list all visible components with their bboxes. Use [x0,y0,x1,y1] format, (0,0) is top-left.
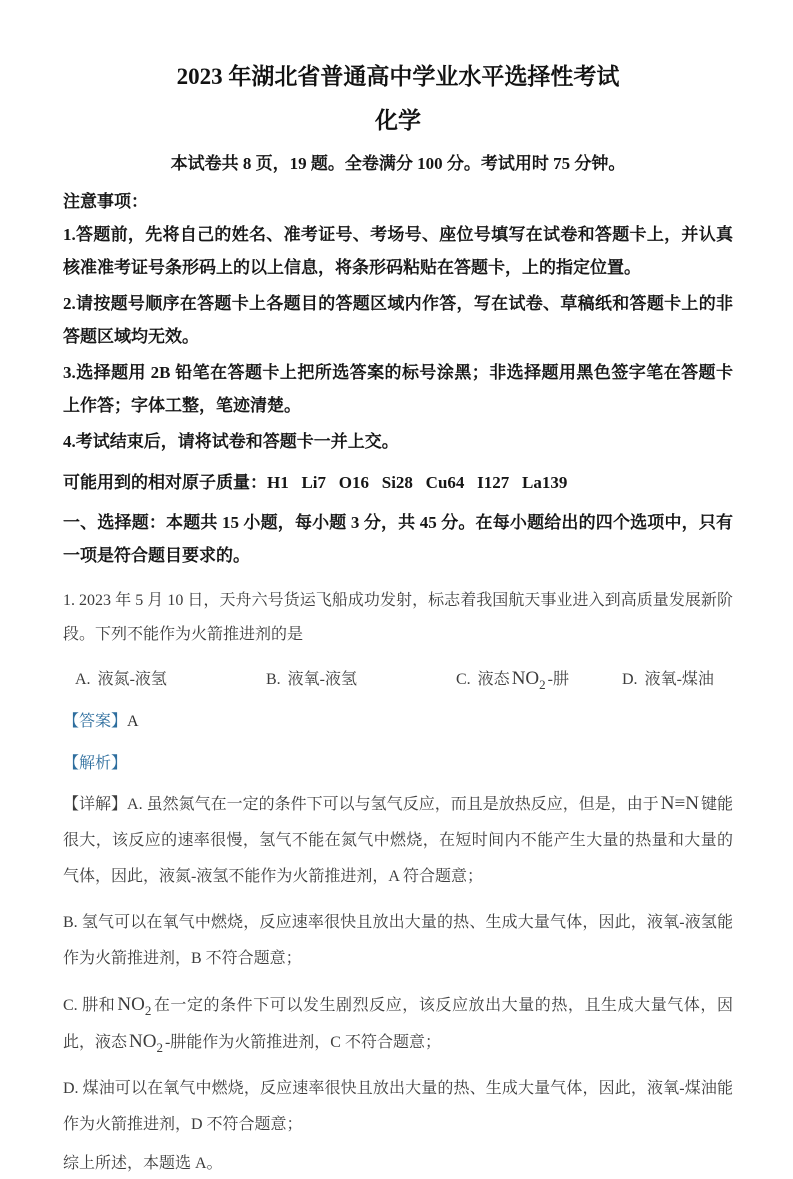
exam-info-line: 本试卷共 8 页，19 题。全卷满分 100 分。考试用时 75 分钟。 [170,154,626,173]
option-c-formula-sub: 2 [539,676,546,692]
option-b [266,666,456,689]
detail-paragraph-d: D. 煤油可以在氧气中燃烧，反应速率很快且放出大量的热、生成大量气体，因此，液氧-煤油能作为火箭推进剂，D 不符合题意； [63,1080,733,1133]
question-1-options [63,666,733,690]
option-c-text-pre: 液态 [477,671,510,688]
detail-c-formula2-base: NO [129,1031,157,1052]
detail-a-seg2: 键能很大，该反应的速率很慢，氢气不能在氮气中燃烧，在短时间内不能产生大量的热量和大量的气体，因此，液氮-液氢不能作为火箭推进剂，A 符合题意； [63,796,733,885]
notice-item-3: 3.选择题用 2B 铅笔在答题卡上把所选答案的标号涂黑；非选择题用黑色签字笔在答题卡上作答；字体工整，笔迹清楚。 [63,363,733,415]
answer-line [63,710,733,734]
atomic-masses-line: 可能用到的相对原子质量：H1 Li7 O16 Si28 Cu64 I127 La139 [63,473,568,492]
option-d-text: 液氧-煤油 [644,671,714,688]
detail-a-seg1: 【详解】A. 虽然氮气在一定的条件下可以与氢气反应，而且是放热反应，但是，由于 [63,796,659,813]
analysis-label [63,752,733,776]
detail-c-formula1-base: NO [117,994,145,1015]
notice-item-2: 2.请按题号顺序在答题卡上各题目的答题区域内作答，写在试卷、草稿纸和答题卡上的非答题区域均无效。 [63,294,733,346]
option-c [456,666,622,690]
option-d-label: D. [622,671,638,688]
option-c-formula-base: NO [511,668,540,689]
option-b-text: 液氧-液氢 [287,671,358,688]
detail-a-formula-n-triple-bond: N≡N [660,793,699,814]
notice-heading: 注意事项： [63,192,148,211]
detail-c-formula-no2-1 [115,994,153,1018]
option-d [622,666,733,689]
option-a-text: 液氮-液氢 [97,671,167,688]
detail-c-formula1-sub: 2 [144,1002,152,1018]
option-a-label: A. [75,671,91,688]
detail-c-seg1: C. 肼和 [63,997,116,1014]
exam-subject: 化学 [375,108,421,133]
option-a [75,666,266,689]
exam-title: 2023 年湖北省普通高中学业水平选择性考试 [176,64,620,89]
detail-c-formula2-sub: 2 [156,1039,163,1055]
option-b-label: B. [266,671,281,688]
detail-paragraph-c [63,987,733,1061]
answer-label: 【答案】 [63,713,128,730]
detail-paragraph-a [63,786,733,895]
detail-c-seg3: -肼能作为火箭推进剂，C 不符合题意； [164,1034,441,1051]
option-c-label: C. [456,671,471,688]
section-heading: 一、选择题：本题共 15 小题，每小题 3 分，共 45 分。在每小题给出的四个选项中，只有一项是符合题目要求的。 [63,513,733,565]
question-1-stem: 1. 2023 年 5 月 10 日，天舟六号货运飞船成功发射，标志着我国航天事业进入到高质量发展新阶段。下列不能作为火箭推进剂的是 [63,592,733,643]
option-c-formula-no2 [510,668,548,692]
answer-value: A [127,713,139,730]
notice-item-1: 1.答题前，先将自己的姓名、准考证号、考场号、座位号填写在试卷和答题卡上，并认真核准准考证号条形码上的以上信息，将条形码粘贴在答题卡，上的指定位置。 [63,225,733,277]
detail-c-seg2: 在一定的条件下可以发生剧烈反应，该反应放出大量的热，且生成大量气体，因此，液态 [63,997,733,1051]
conclusion-line: 综上所述，本题选 A。 [63,1155,223,1172]
analysis-label-text: 【解析】 [63,755,128,772]
detail-paragraph-b: B. 氢气可以在氧气中燃烧，反应速率很快且放出大量的热、生成大量气体，因此，液氧-液氢能作为火箭推进剂，B 不符合题意； [63,914,733,967]
detail-c-formula-no2-2 [127,1031,165,1055]
option-c-text-post: -肼 [547,671,569,688]
notice-item-4: 4.考试结束后，请将试卷和答题卡一并上交。 [63,432,399,451]
